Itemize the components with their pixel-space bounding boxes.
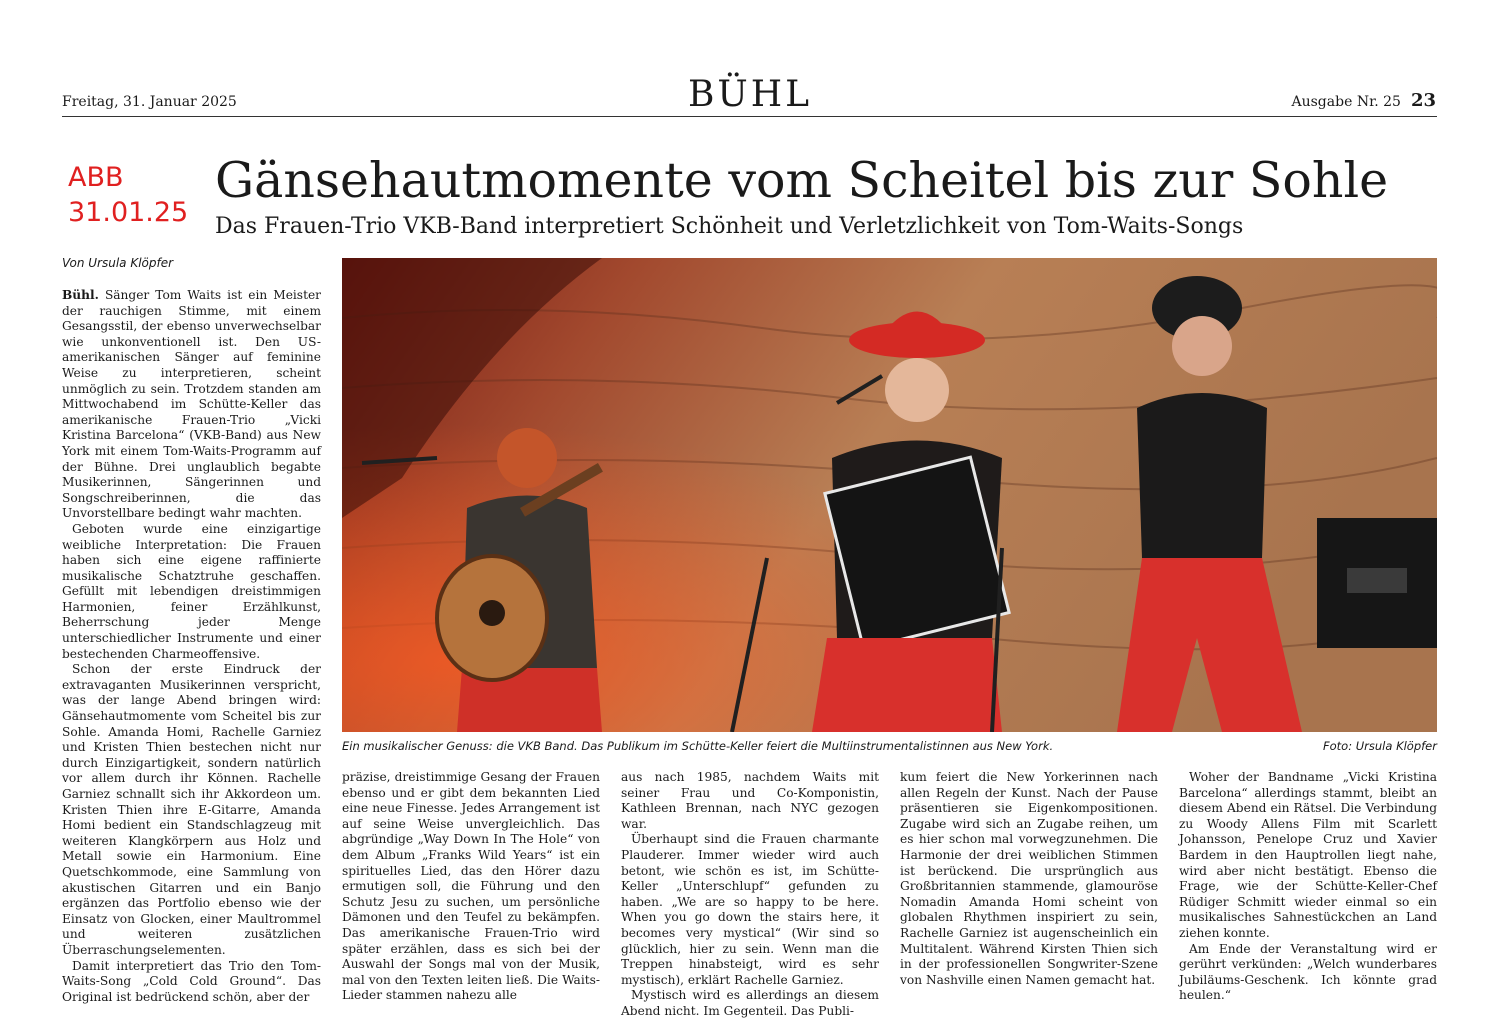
- header-date: Freitag, 31. Januar 2025: [62, 94, 237, 110]
- paragraph: aus nach 1985, nachdem Waits mit seiner Frau und Co-Komponistin, Kathleen Brennan, nach NYC gezogen war.: [621, 770, 879, 831]
- paragraph: Mystisch wird es allerdings an diesem Abend nicht. Im Gegenteil. Das Publi-: [621, 988, 879, 1018]
- photo-caption: Ein musikalischer Genuss: die VKB Band. Das Publikum im Schütte-Keller feiert die Multiinstrumentalistinnen aus New York.: [342, 739, 1054, 753]
- concert-photo: [342, 258, 1437, 732]
- paragraph: Am Ende der Veranstaltung wird er gerührt verkünden: „Welch wunderbares Jubiläums-Geschenk. Ich könnte grad heulen.“: [1179, 941, 1437, 1003]
- stamp-label: ABB: [68, 162, 124, 193]
- paragraph: Damit interpretiert das Trio den Tom-Waits-Song „Cold Cold Ground“. Das Original ist bedrückend schön, aber der: [62, 958, 321, 1004]
- header-issue: [1292, 90, 1437, 111]
- paragraph-text: Sänger Tom Waits ist ein Meister der rauchigen Stimme, mit einem Gesangsstil, der ebenso unverwechselbar wie unkonventionell ist. Den US-amerikanischen Sänger auf feminine Weise zu interpretieren, scheint unmöglich zu sein. Trotzdem standen am Mittwochabend im Schütte-Keller das amerikanische Frauen-Trio „Vicki Kristina Barcelona“ (VKB-Band) aus New York mit einem Tom-Waits-Programm auf der Bühne. Drei unglaublich begabte Musikerinnen, Sängerinnen und Songschreiberinnen, die das Unvorstellbare bedingt wahr machten.: [62, 288, 322, 521]
- column-4: [900, 770, 1158, 988]
- keyboard-stand: [1317, 518, 1437, 648]
- paragraph: [62, 288, 321, 522]
- page-number: 23: [1410, 90, 1436, 111]
- paragraph: Überhaupt sind die Frauen charmante Plauderer. Immer wieder wird auch betont, wie schön es ist, im Schütte-Keller „Unterschlupf“ gefunden zu haben. „We are so happy to be here. When you go down the stairs here, it becomes very mystical“ (Wir sind so glücklich, hier zu sein. Wenn man die Treppen hinabsteigt, wird es sehr mystisch), erklärt Rachelle Garniez.: [621, 832, 879, 987]
- section-title: BÜHL: [687, 74, 813, 115]
- dateline: Bühl.: [62, 288, 99, 302]
- paragraph: Schon der erste Eindruck der extravaganten Musikerinnen verspricht, was der lange Abend bringen wird: Gänsehautmomente vom Scheitel bis zur Sohle. Amanda Homi, Rachelle Garniez und Kristen Thien bestechen nicht nur durch Einzigartigkeit, sondern natürlich vor allem durch ihr Können. Rachelle Garniez schnallt sich ihr Akkordeon um. Kristen Thien ihre E-Gitarre, Amanda Homi bedient ein Standschlagzeug mit weiteren Klangkörpern aus Holz und Metall sowie ein Harmonium. Eine Quetschkommode, eine Sammlung von akustischen Gitarren und ein Banjo ergänzen das Portfolio ebenso wie der Einsatz von Glocken, einer Maultrommel und weiteren zusätzlichen Überraschungselementen.: [62, 662, 321, 957]
- stamp-date: 31.01.25: [68, 197, 189, 228]
- column-3: [621, 770, 879, 1020]
- paragraph: präzise, dreistimmige Gesang der Frauen ebenso und er gibt dem bekannten Lied eine neue Finesse. Jedes Arrangement ist auf seine Weise unvergleichlich. Das abgründige „Way Down In The Hole“ von dem Album „Franks Wild Years“ ist ein spirituelles Lied, das den Hörer dazu ermutigen soll, die Führung und den Schutz Jesu zu suchen, um persönliche Dämonen und den Teufel zu bekämpfen. Das amerikanische Frauen-Trio wird später erzählen, dass es sich bei der Auswahl der Songs mal von der Musik, mal von den Texten leiten ließ. Die Waits-Lieder stammen nahezu alle: [342, 770, 600, 1003]
- headline: Gänsehautmomente vom Scheitel bis zur Sohle: [215, 152, 1389, 209]
- archive-stamp: [68, 160, 188, 230]
- issue-number: Ausgabe Nr. 25: [1291, 94, 1401, 110]
- photo-credit: Foto: Ursula Klöpfer: [1323, 739, 1437, 753]
- column-1: [62, 288, 321, 1005]
- header-rule: [62, 116, 1437, 117]
- paragraph: Woher der Bandname „Vicki Kristina Barcelona“ allerdings stammt, bleibt an diesem Abend ein Rätsel. Die Verbindung zu Woody Allens Film mit Scarlett Johansson, Penelope Cruz und Xavier Bardem in den Hauptrollen liegt nahe, wird aber nicht bestätigt. Ebenso die Frage, wie der Schütte-Keller-Chef Rüdiger Schmitt wieder einmal so ein musikalisches Sahnestückchen an Land ziehen konnte.: [1179, 770, 1437, 940]
- column-2: [342, 770, 600, 1004]
- paragraph: Geboten wurde eine einzigartige weibliche Interpretation: Die Frauen haben sich eine eigene raffinierte musikalische Schatztruhe geschaffen. Gefüllt mit lebendigen dreistimmigen Harmonien, feiner Erzählkunst, Beherrschung jeder Menge unterschiedlicher Instrumente und einer bestechenden Charmeoffensive.: [62, 521, 321, 661]
- column-5: [1179, 770, 1437, 1004]
- subheadline: Das Frauen-Trio VKB-Band interpretiert Schönheit und Verletzlichkeit von Tom-Waits-Songs: [215, 214, 1244, 239]
- byline: Von Ursula Klöpfer: [62, 256, 174, 270]
- paragraph: kum feiert die New Yorkerinnen nach allen Regeln der Kunst. Nach der Pause präsentieren sie Eigenkompositionen. Zugabe wird sich an Zugabe reihen, um es hier schon mal vorwegzunehmen. Die Harmonie der drei weiblichen Stimmen ist berückend. Die ursprünglich aus Großbritannien stammende, glamouröse Nomadin Amanda Homi scheint von globalen Rhythmen inspiriert zu sein, Rachelle Garniez ist augenscheinlich ein Multitalent. Während Kirsten Thien sich in der professionellen Songwriter-Szene von Nashville einen Namen gemacht hat.: [900, 770, 1158, 987]
